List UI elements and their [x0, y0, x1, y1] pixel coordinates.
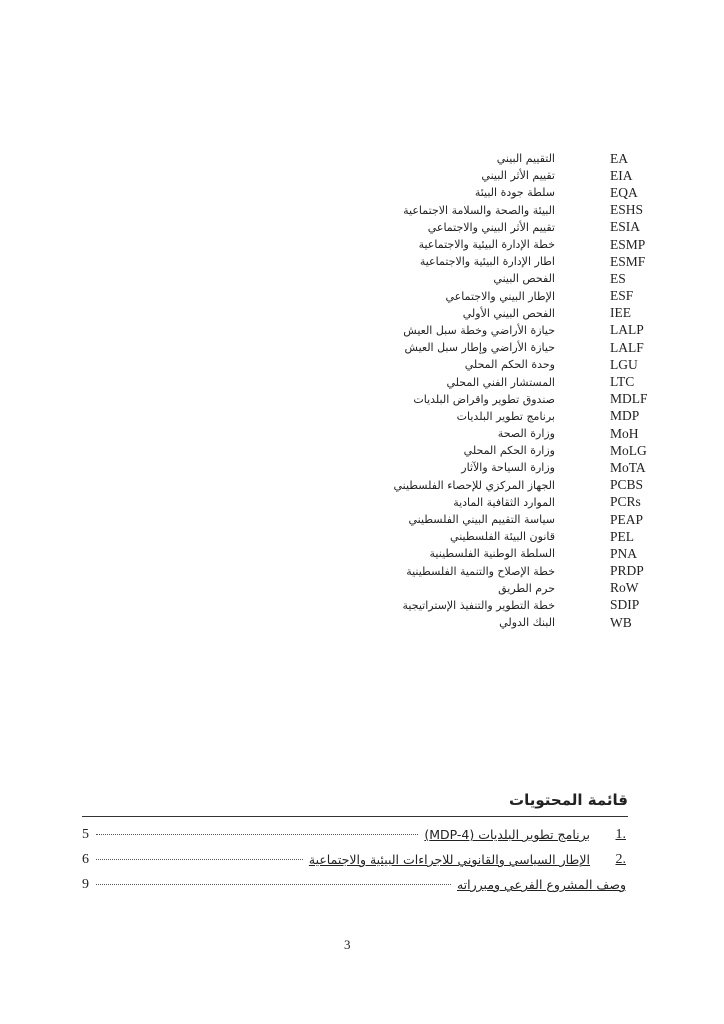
- toc-divider: [82, 816, 628, 817]
- abbreviation-row: [380, 563, 670, 580]
- toc-entry-number: 2.: [615, 852, 626, 867]
- abbreviation-arabic: قانون البيئة الفلسطيني: [450, 530, 555, 544]
- toc-page-number: 5: [82, 827, 89, 842]
- abbreviation-arabic: صندوق تطوير واقراض البلديات: [413, 392, 555, 406]
- abbreviation-row: [380, 391, 670, 408]
- abbreviation-arabic: اطار الإدارة البيئية والاجتماعية: [419, 255, 555, 269]
- toc-entry[interactable]: [82, 825, 628, 850]
- abbreviation-arabic: سلطة جودة البيئة: [474, 186, 555, 200]
- abbreviation-arabic: حيازة الأراضي وخطة سبل العيش: [403, 323, 555, 337]
- abbreviation-row: [380, 597, 670, 614]
- abbreviation-arabic: البنك الدولي: [499, 616, 555, 630]
- abbreviation-arabic: حيازة الأراضي وإطار سبل العيش: [404, 341, 555, 355]
- abbreviation-row: [380, 184, 670, 201]
- abbreviation-arabic: خطة الإصلاح والتنمية الفلسطينية: [406, 564, 555, 578]
- abbreviation-arabic: البيئة والصحة والسلامة الاجتماعية: [403, 203, 555, 217]
- abbreviation-row: [380, 253, 670, 270]
- toc-entry[interactable]: [82, 875, 628, 900]
- abbreviation-code: MoH: [610, 425, 639, 441]
- abbreviation-code: PCRs: [610, 494, 641, 510]
- abbreviation-code: EA: [610, 150, 628, 166]
- abbreviation-arabic: الموارد الثقافية المادية: [453, 495, 555, 509]
- abbreviation-arabic: سياسة التقييم البيني الفلسطيني: [408, 513, 555, 527]
- toc-entry[interactable]: [82, 850, 628, 875]
- abbreviation-arabic: وحدة الحكم المحلي: [464, 358, 555, 372]
- abbreviation-row: [380, 373, 670, 390]
- toc-entry-number: 1.: [615, 827, 626, 842]
- abbreviation-row: [380, 511, 670, 528]
- abbreviation-arabic: الفحص البيني: [493, 272, 555, 286]
- abbreviation-row: [380, 614, 670, 631]
- abbreviation-arabic: التقييم البيني: [496, 152, 555, 166]
- abbreviation-row: [380, 167, 670, 184]
- abbreviation-row: [380, 305, 670, 322]
- abbreviation-code: EQA: [610, 184, 638, 200]
- table-of-contents: [82, 825, 628, 900]
- abbreviation-code: ES: [610, 270, 626, 286]
- abbreviation-arabic: وزارة السياحة والآثار: [461, 461, 555, 475]
- abbreviation-row: [380, 459, 670, 476]
- abbreviation-row: [380, 150, 670, 167]
- abbreviation-arabic: خطة التطوير والتنفيذ الإستراتيجية: [402, 598, 555, 612]
- toc-entry-title[interactable]: الإطار السياسي والقانوني للاجراءات البيئية والاجتماعية: [308, 852, 590, 867]
- abbreviation-code: PCBS: [610, 477, 644, 493]
- abbreviation-arabic: الجهاز المركزي للإحصاء الفلسطيني: [393, 478, 555, 492]
- abbreviation-row: [380, 528, 670, 545]
- abbreviation-row: [380, 356, 670, 373]
- abbreviation-row: [380, 202, 670, 219]
- abbreviation-row: [380, 442, 670, 459]
- abbreviation-row: [380, 580, 670, 597]
- abbreviation-code: ESHS: [610, 202, 644, 218]
- abbreviation-arabic: الفحص البيني الأولي: [462, 306, 555, 320]
- abbreviation-code: ESMP: [610, 236, 646, 252]
- abbreviation-arabic: وزارة الصحة: [497, 427, 555, 441]
- abbreviation-code: MoTA: [610, 459, 646, 475]
- abbreviation-row: [380, 425, 670, 442]
- abbreviation-arabic: حرم الطريق: [498, 581, 555, 595]
- toc-page-number: 9: [82, 877, 89, 892]
- abbreviation-code: MDP: [610, 408, 640, 424]
- abbreviation-arabic: خطة الإدارة البيئية والاجتماعية: [418, 238, 555, 252]
- toc-leader-dots: [96, 859, 303, 860]
- abbreviation-arabic: برنامج تطوير البلديات: [456, 409, 555, 423]
- abbreviation-code: WB: [610, 614, 632, 630]
- toc-leader-dots: [96, 884, 451, 885]
- abbreviation-code: PEAP: [610, 511, 644, 527]
- abbreviation-code: LALP: [610, 322, 644, 338]
- abbreviation-code: PRDP: [610, 563, 644, 579]
- abbreviation-row: [380, 408, 670, 425]
- abbreviation-row: [380, 322, 670, 339]
- toc-entry-title[interactable]: برنامج تطوير البلديات (MDP-4): [424, 827, 590, 842]
- abbreviation-code: LGU: [610, 356, 638, 372]
- abbreviation-row: [380, 270, 670, 287]
- abbreviation-code: EIA: [610, 167, 633, 183]
- abbreviation-arabic: تقييم الأثر البيني والاجتماعي: [427, 220, 555, 234]
- toc-leader-dots: [96, 834, 418, 835]
- abbreviation-row: [380, 494, 670, 511]
- abbreviation-code: MDLF: [610, 391, 648, 407]
- abbreviation-code: LTC: [610, 374, 635, 390]
- abbreviation-row: [380, 236, 670, 253]
- abbreviation-row: [380, 477, 670, 494]
- abbreviation-code: LALF: [610, 339, 644, 355]
- abbreviation-row: [380, 219, 670, 236]
- abbreviation-arabic: المستشار الفني المحلي: [446, 375, 555, 389]
- abbreviation-row: [380, 288, 670, 305]
- abbreviation-code: ESIA: [610, 219, 640, 235]
- abbreviation-arabic: الإطار البيني والاجتماعي: [445, 289, 555, 303]
- abbreviation-code: SDIP: [610, 597, 640, 613]
- abbreviations-list: [380, 150, 670, 631]
- toc-entry-title[interactable]: وصف المشروع الفرعي ومبرراته: [456, 877, 626, 892]
- abbreviation-code: PNA: [610, 545, 638, 561]
- abbreviation-row: [380, 545, 670, 562]
- abbreviation-code: MoLG: [610, 442, 647, 458]
- toc-page-number: 6: [82, 852, 89, 867]
- abbreviation-code: ESF: [610, 288, 634, 304]
- abbreviation-code: RoW: [610, 580, 639, 596]
- abbreviation-code: PEL: [610, 528, 635, 544]
- toc-title: قائمة المحتويات: [509, 791, 628, 809]
- abbreviation-row: [380, 339, 670, 356]
- abbreviation-code: ESMF: [610, 253, 646, 269]
- abbreviation-code: IEE: [610, 305, 631, 321]
- abbreviation-arabic: السلطة الوطنية الفلسطينية: [429, 547, 555, 561]
- page-number: 3: [344, 937, 351, 952]
- abbreviation-arabic: وزارة الحكم المحلي: [463, 444, 555, 458]
- abbreviation-arabic: تقييم الأثر البيني: [481, 169, 555, 183]
